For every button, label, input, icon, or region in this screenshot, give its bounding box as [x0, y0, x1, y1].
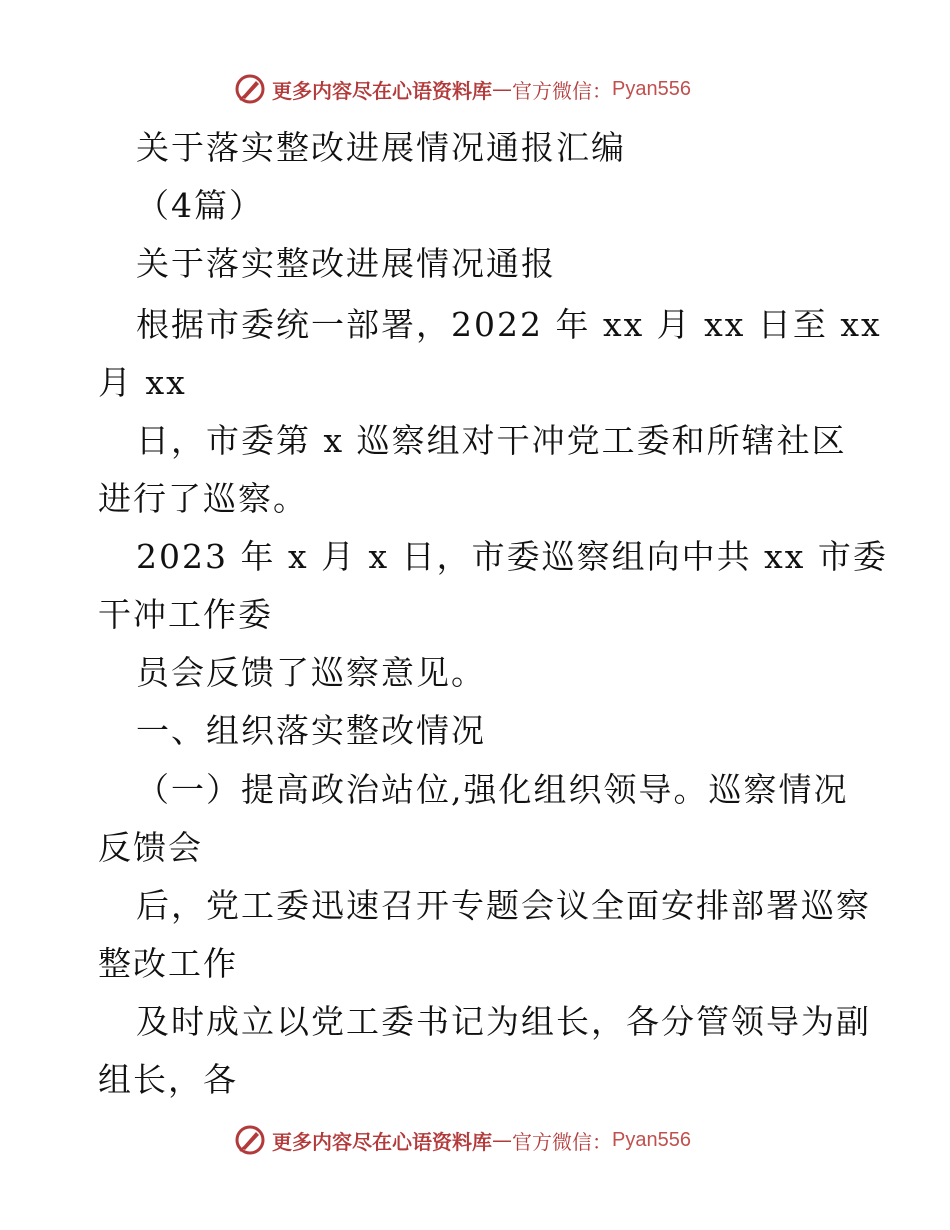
banner-site-text: 更多内容尽在心语资料库 [272, 78, 492, 103]
paragraph-line: 组长，各 [98, 1060, 238, 1099]
paragraph-line: 进行了巡察。 [98, 479, 308, 518]
banner-wechat-label: 官方微信： [512, 78, 612, 103]
quill-logo-icon [234, 73, 266, 105]
section-heading: 关于落实整改进展情况通报 [136, 244, 556, 283]
banner-wechat-id: Pyan556 [612, 77, 691, 100]
paragraph-line: 2023 年 x 月 x 日，市委巡察组向中共 xx 市委 [136, 537, 888, 576]
paragraph-line: 后，党工委迅速召开专题会议全面安排部署巡察 [136, 886, 871, 925]
banner-site-text: 更多内容尽在心语资料库 [272, 1129, 492, 1154]
doc-title: 关于落实整改进展情况通报汇编 [136, 128, 626, 167]
section-heading: 一、组织落实整改情况 [136, 711, 486, 750]
paragraph-line: 整改工作 [98, 944, 238, 983]
paragraph-line: 及时成立以党工委书记为组长，各分管领导为副 [136, 1002, 871, 1041]
doc-subtitle: （4篇） [136, 186, 264, 225]
footer-banner [234, 1123, 691, 1157]
banner-wechat-label: 官方微信： [512, 1129, 612, 1154]
quill-logo-icon [234, 1124, 266, 1156]
paragraph-line: 干冲工作委 [98, 595, 273, 634]
paragraph-line: 月 xx [98, 363, 187, 402]
paragraph-line: 日，市委第 x 巡察组对干冲党工委和所辖社区 [136, 421, 847, 460]
paragraph-line: 根据市委统一部署，2022 年 xx 月 xx 日至 xx [136, 305, 882, 344]
paragraph-line: 员会反馈了巡察意见。 [136, 653, 486, 692]
paragraph-line: 反馈会 [98, 828, 203, 867]
header-banner [234, 72, 691, 106]
banner-wechat-id: Pyan556 [612, 1128, 691, 1151]
paragraph-line: （一）提高政治站位,强化组织领导。巡察情况 [136, 770, 849, 809]
banner-dash: — [492, 77, 512, 101]
banner-dash: — [492, 1128, 512, 1152]
